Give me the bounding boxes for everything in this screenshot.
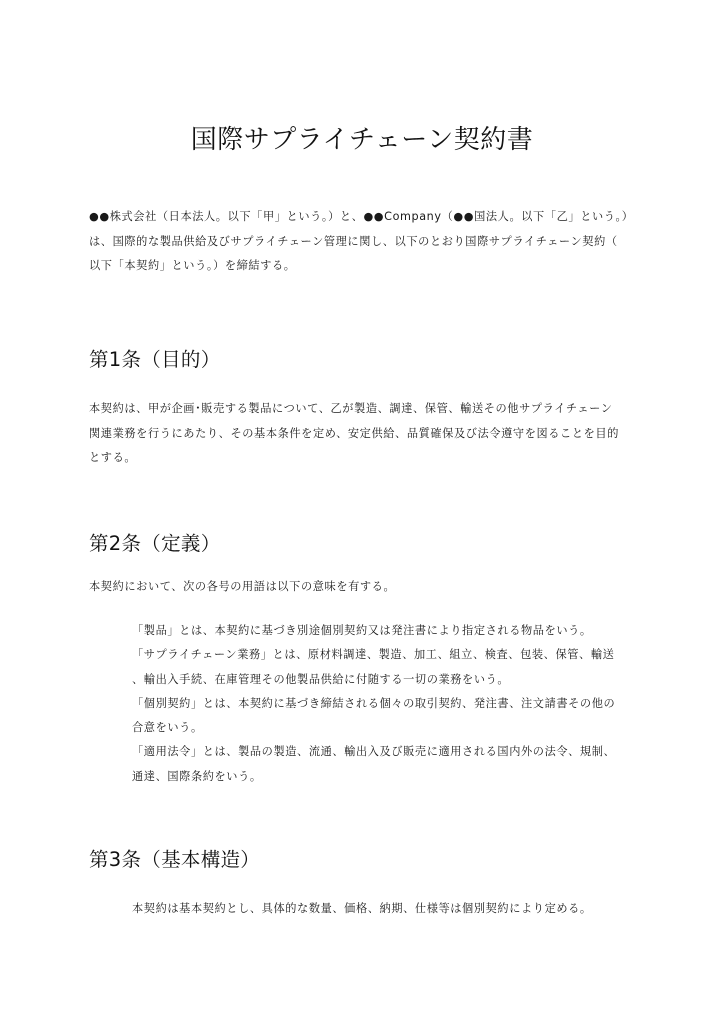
article-2-heading: 第2条（定義） <box>89 532 221 555</box>
article-3-heading: 第3条（基本構造） <box>89 848 261 871</box>
definition-item: 「製品」とは、本契約に基づき別途個別契約又は発注書により指定される物品をいう。 <box>132 624 592 637</box>
article-1-line: とする。 <box>89 451 137 464</box>
preamble-paragraph <box>89 205 649 279</box>
definition-item: 「適用法令」とは、製品の製造、流通、輸出入及び販売に適用される国内外の法令、規制、 <box>132 745 616 759</box>
article-3-body: 本契約は基本契約とし、具体的な数量、価格、納期、仕様等は個別契約により定める。 <box>132 902 592 915</box>
article-1-body <box>89 397 649 471</box>
document-title: 国際サプライチェーン契約書 <box>190 125 534 155</box>
preamble-line: は、国際的な製品供給及びサプライチェーン管理に関し、以下のとおり国際サプライチェーン契約（ <box>89 234 618 248</box>
preamble-line: 以下「本契約」という。）を締結する。 <box>89 259 296 272</box>
article-2-intro-line: 本契約において、次の各号の用語は以下の意味を有する。 <box>89 580 396 593</box>
definition-item-continuation: 、輸出入手続、在庫管理その他製品供給に付随する一切の業務をいう。 <box>132 672 510 686</box>
article-1-line: 本契約は、甲が企画･販売する製品について、乙が製造、調達、保管、輸送その他サプライチェーン <box>89 402 613 415</box>
definition-item: 「個別契約」とは、本契約に基づき締結される個々の取引契約、発注書、注文請書その他の <box>132 696 616 710</box>
article-1-heading: 第1条（目的） <box>89 348 221 371</box>
article-2-intro <box>89 575 649 600</box>
definition-item-continuation: 合意をいう。 <box>132 721 203 735</box>
preamble-line: ●●株式会社（日本法人。以下「甲」という。）と、●●Company（●●国法人。以下「乙」という。） <box>89 210 634 223</box>
definition-item: 「サプライチェーン業務」とは、原材料調達、製造、加工、組立、検査、包装、保管、輸送 <box>132 648 615 662</box>
article-1-line: 関連業務を行うにあたり、その基本条件を定め、安定供給、品質確保及び法令遵守を図ることを目的 <box>89 426 619 440</box>
definition-item-continuation: 通達、国際条約をいう。 <box>132 769 262 783</box>
definitions-list <box>132 619 652 789</box>
